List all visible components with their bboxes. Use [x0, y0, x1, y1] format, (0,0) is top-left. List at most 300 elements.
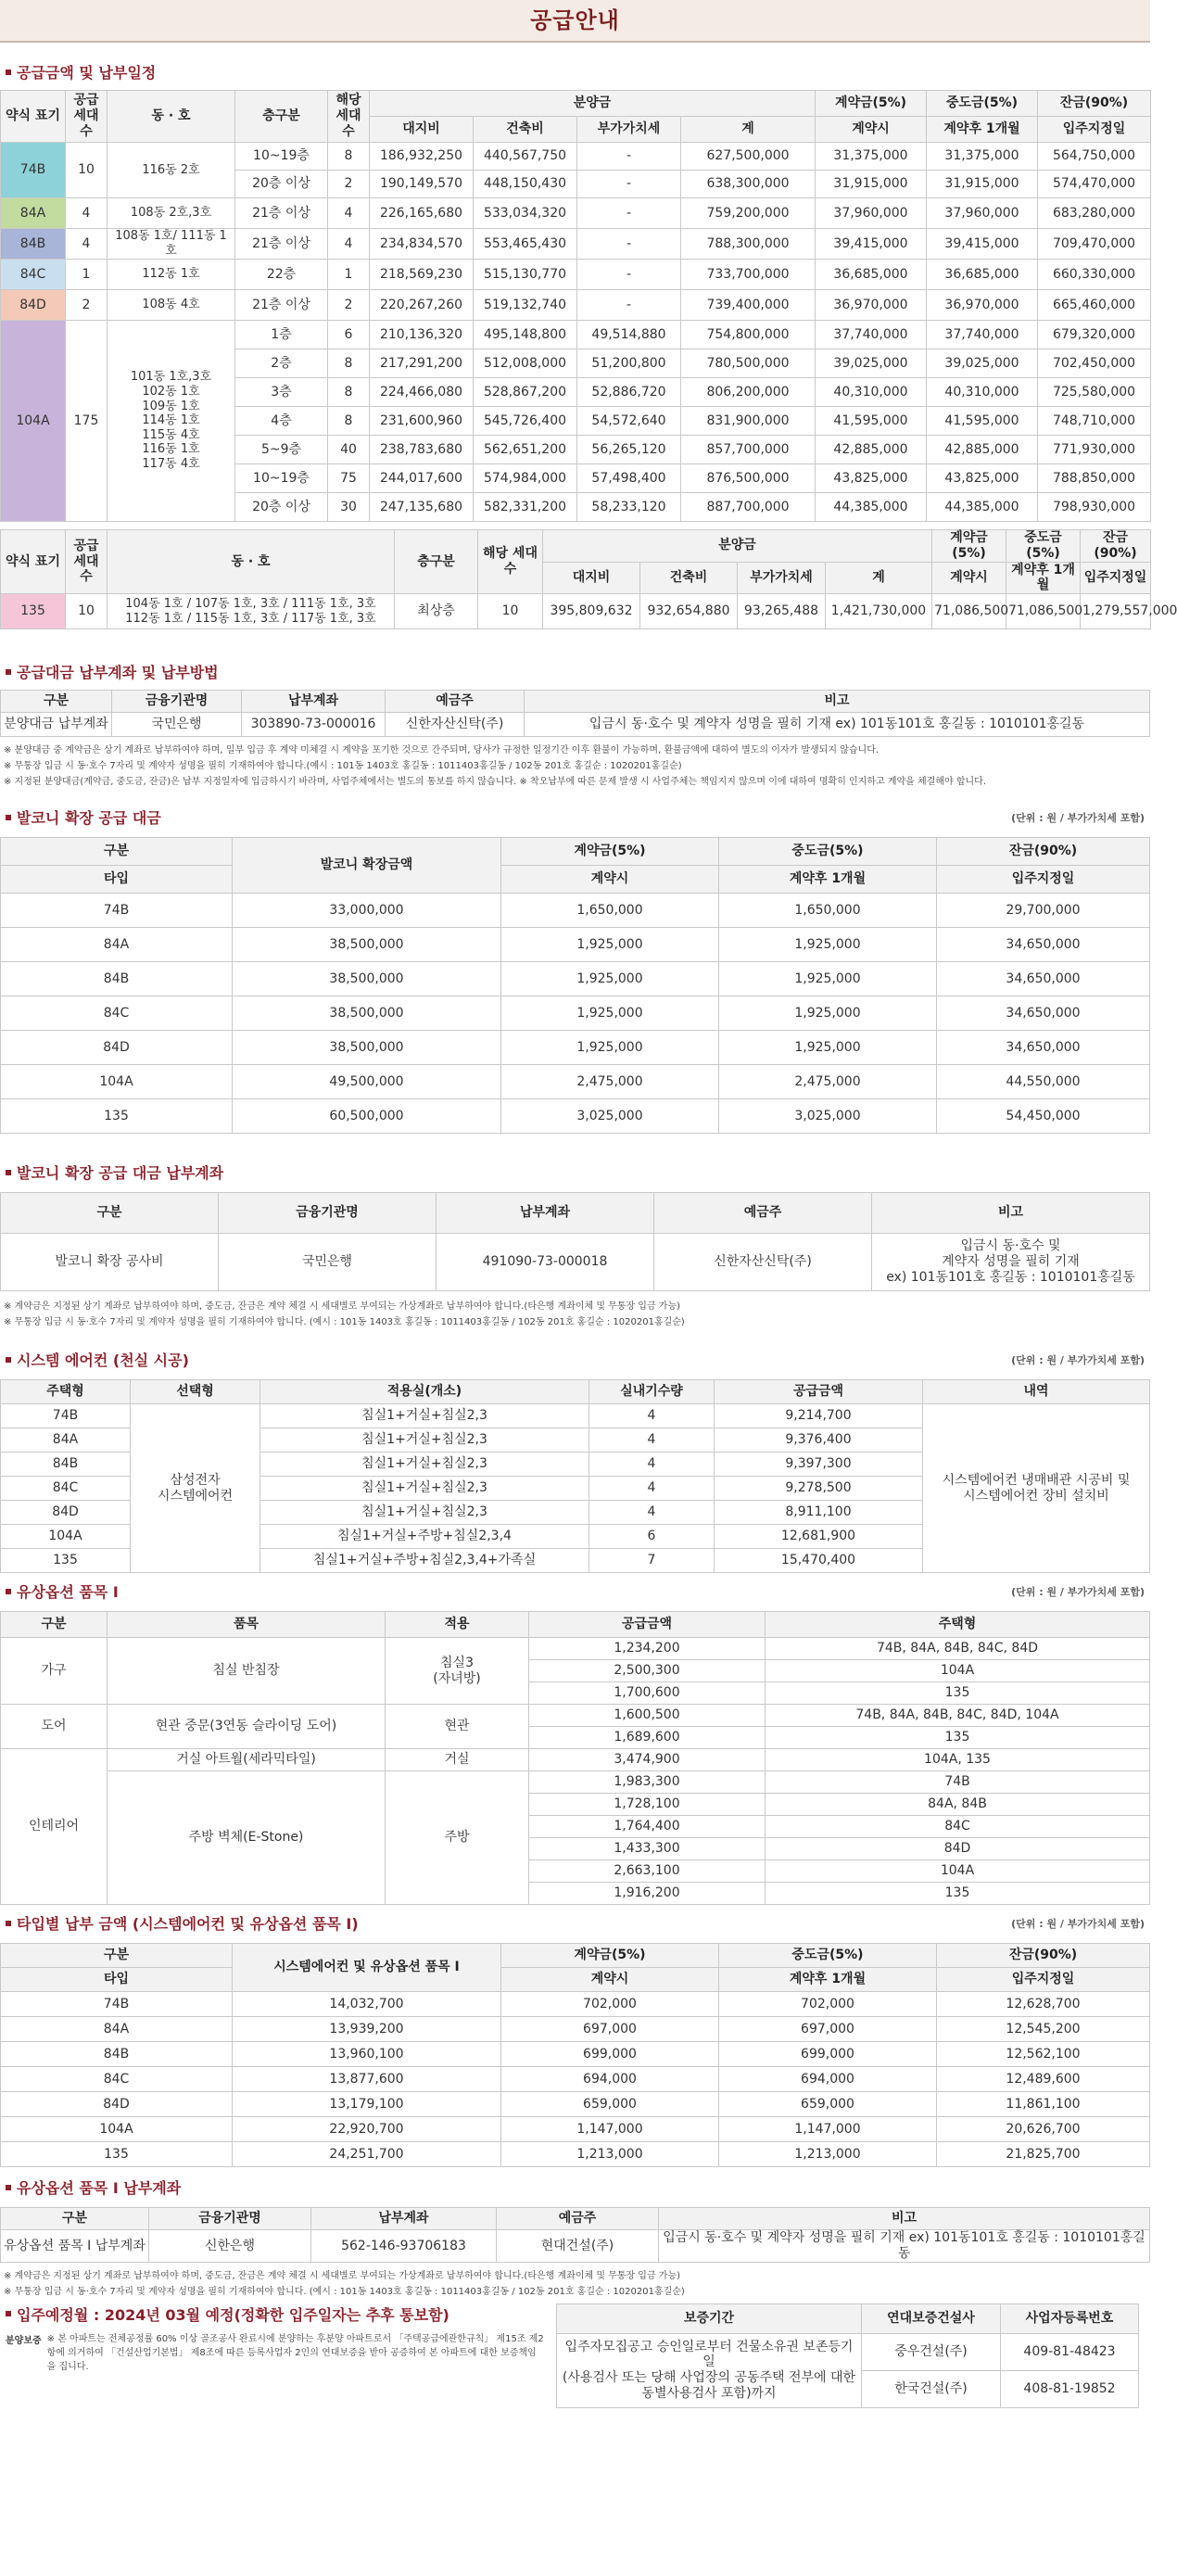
table-cell: 4 [328, 229, 370, 260]
table-cell: 39,415,000 [927, 229, 1038, 260]
table-header-cell: 건축비 [640, 562, 738, 594]
table-cell: 8 [328, 378, 370, 407]
supply-price-table [0, 90, 1151, 522]
table-cell: 71,086,500 [1006, 594, 1081, 629]
section-heading: 공급대금 납부계좌 및 납부방법 [0, 661, 1150, 682]
table-header-cell: 연대보증건설사 [862, 2303, 1001, 2333]
table-cell: 748,710,000 [1038, 407, 1151, 436]
table-cell: 8 [328, 143, 370, 171]
table-row [1, 1031, 1150, 1065]
table-cell: 226,165,680 [370, 198, 474, 229]
table-cell: - [577, 290, 681, 321]
table-cell: 36,970,000 [816, 290, 927, 321]
table-cell: 1층 [235, 321, 328, 349]
table-cell: 754,800,000 [681, 321, 816, 349]
table-cell: 84A [1, 1428, 131, 1453]
table-cell: 84A [1, 2017, 233, 2042]
table-header-cell: 납부계좌 [311, 2208, 497, 2230]
table-header-cell: 납부계좌 [437, 1193, 654, 1234]
table-cell: 2 [328, 171, 370, 198]
table-header-cell: 입주지정일 [937, 1968, 1150, 1992]
table-cell: 14,032,700 [233, 1992, 501, 2017]
table-header-cell: 입주지정일 [1081, 562, 1151, 594]
table-cell: 42,885,000 [927, 436, 1038, 464]
table-cell: 408-81-19852 [1001, 2370, 1139, 2407]
table-cell: 43,825,000 [816, 464, 927, 493]
table-cell: 13,179,100 [233, 2092, 501, 2117]
table-cell: 702,000 [501, 1992, 719, 2017]
table-cell: 1,234,200 [529, 1638, 766, 1660]
table-cell: 20,626,700 [937, 2117, 1150, 2142]
table-cell: 74B [1, 1404, 131, 1428]
table-cell: 침실1+거실+침실2,3 [260, 1501, 589, 1525]
table-cell: 84D [766, 1838, 1150, 1860]
table-cell: 528,867,200 [474, 378, 577, 407]
table-cell: 515,130,770 [474, 260, 577, 290]
table-cell: 34,650,000 [937, 996, 1150, 1031]
table-cell: 33,000,000 [233, 894, 501, 928]
table-cell: 659,000 [501, 2092, 719, 2117]
table-cell: 84C [1, 996, 233, 1031]
table-cell: 가구 [1, 1638, 108, 1705]
balcony-account-section: 발코니 확장 공급 대금 납부계좌 구분 금융기관명 납부계좌 예금주 비고 발코니 확장 공사비 국민은행 491090-73-000018 신한자산신탁(주) 입금시 동·호수 및 계약자 성명을 필히 기재 ex) 101동101호 홍길동 : 1010101홍길동 ※ 계약금은 지정된 상기 계좌로 납부하여야 하며, 중도금, 잔금은 계약 체결 시 세대별로 부여되는 가상계좌로 납부하여야 합니다.(타은행 계좌이체 및 무통장 입금 가능) ※ 무통장 입금 시 동·호수 7자리 및 계약자 성명을 필히 기재하여야 합니다. (예시 : 101동 1403호 홍길동 : 1011403홍길동 / 102동 201호 홍길순 : 1020201홍길순) [0, 1161, 1150, 1330]
table-cell: 4층 [235, 407, 328, 436]
table-cell: 709,470,000 [1038, 229, 1151, 260]
table-header-cell: 공급 세대수 [66, 91, 108, 143]
table-header-cell: 공급금액 [715, 1380, 923, 1404]
table-cell: 43,825,000 [927, 464, 1038, 493]
table-cell: 신한자산신탁(주) [386, 713, 525, 737]
table-cell: 6 [328, 321, 370, 349]
table-cell: 574,470,000 [1038, 171, 1151, 198]
table-header-cell: 잔금(90%) [1038, 91, 1151, 117]
section-heading: 시스템 에어컨 (천실 시공) (단위 : 원 / 부가가치세 포함) [0, 1349, 1150, 1370]
table-cell: 도어 [1, 1705, 108, 1749]
table-cell: 36,970,000 [927, 290, 1038, 321]
table-header-cell: 공급 세대수 [66, 530, 108, 594]
table-cell: 303890-73-000016 [242, 713, 386, 737]
section-heading: 공급금액 및 납부일정 [0, 61, 1150, 82]
table-cell: 56,265,120 [577, 436, 681, 464]
table-cell: 1,600,500 [529, 1705, 766, 1727]
bullet-icon [6, 1589, 11, 1594]
table-cell: 545,726,400 [474, 407, 577, 436]
bullet-icon [6, 70, 11, 75]
table-cell: 135 [766, 1727, 1150, 1749]
balcony-price-table [0, 837, 1150, 1134]
table-cell: 1,700,600 [529, 1682, 766, 1705]
table-header-cell: 대지비 [543, 562, 640, 594]
table-cell: 1,213,000 [501, 2142, 719, 2167]
table-cell: 31,915,000 [816, 171, 927, 198]
table-row [1, 1065, 1150, 1099]
table-header-cell: 계약금(5%) [501, 1944, 719, 1968]
table-cell: 1,433,300 [529, 1838, 766, 1860]
section-heading: 유상옵션 품목 Ⅰ (단위 : 원 / 부가가치세 포함) [0, 1580, 1150, 1602]
table-header-cell: 구분 [1, 838, 233, 866]
table-header-cell: 적용 [386, 1612, 529, 1638]
table-cell: 694,000 [719, 2067, 937, 2092]
table-header-cell: 중도금(5%) [1006, 530, 1081, 563]
table-cell: 2,500,300 [529, 1660, 766, 1682]
table-cell: 2 [66, 290, 108, 321]
table-header-cell: 계약시 [501, 866, 719, 894]
table-cell: 51,200,800 [577, 349, 681, 378]
table-row [1, 321, 1151, 349]
table-cell: 71,086,500 [932, 594, 1006, 629]
table-cell: 4 [589, 1477, 715, 1501]
table-cell: 84A [1, 198, 66, 229]
table-cell: 2,475,000 [501, 1065, 719, 1099]
table-row [1, 2042, 1150, 2067]
table-cell: 4 [589, 1453, 715, 1477]
table-header-cell: 계약시 [816, 117, 927, 143]
table-cell: 1,925,000 [719, 928, 937, 962]
table-row [1, 2142, 1150, 2167]
payment-account-table [0, 690, 1150, 737]
table-cell: 최상층 [395, 594, 478, 629]
table-header-cell: 비고 [872, 1193, 1150, 1234]
bullet-icon [6, 1170, 11, 1175]
table-cell: 6 [589, 1525, 715, 1549]
table-cell: 10~19층 [235, 464, 328, 493]
table-row [1, 2017, 1150, 2042]
table-cell: 22층 [235, 260, 328, 290]
table-header-cell: 약식 표기 [1, 530, 66, 594]
table-header-cell: 동 · 호 [108, 530, 395, 594]
table-cell: 거실 아트월(세라믹타일) [108, 1749, 386, 1771]
table-cell: 84A [1, 928, 233, 962]
table-header-cell: 동 · 호 [108, 91, 235, 143]
table-header-cell: 주택형 [766, 1612, 1150, 1638]
table-header-cell: 적용실(개소) [260, 1380, 589, 1404]
table-row [1, 962, 1150, 996]
table-cell: 84B [1, 1453, 131, 1477]
table-row [1, 996, 1150, 1031]
table-header-cell: 분양금 [370, 91, 816, 117]
table-cell: 104A [1, 1525, 131, 1549]
table-cell: 562,651,200 [474, 436, 577, 464]
table-cell: 1,916,200 [529, 1883, 766, 1905]
table-row [1, 198, 1151, 229]
table-cell: 104A, 135 [766, 1749, 1150, 1771]
option-account-table [0, 2207, 1150, 2263]
table-cell: 39,025,000 [927, 349, 1038, 378]
table-row [1, 229, 1151, 260]
table-cell: 2층 [235, 349, 328, 378]
table-cell: 신한자산신탁(주) [654, 1234, 872, 1291]
table-header-cell: 주택형 [1, 1380, 131, 1404]
table-cell: 244,017,600 [370, 464, 474, 493]
table-header-cell: 잔금(90%) [1081, 530, 1151, 563]
table-cell: 3층 [235, 378, 328, 407]
table-cell: 31,915,000 [927, 171, 1038, 198]
table-cell: 3,474,900 [529, 1749, 766, 1771]
table-header-cell: 금융기관명 [219, 1193, 437, 1234]
table-cell: 582,331,200 [474, 493, 577, 522]
table-cell: 932,654,880 [640, 594, 738, 629]
table-header-cell: 부가가치세 [577, 117, 681, 143]
guarantee-label: 분양보증 [6, 2335, 42, 2346]
table-cell: 101동 1호,3호 102동 1호 109동 1호 114동 1호 115동 4호 116동 1호 117동 4호 [108, 321, 235, 522]
table-cell: 분양대금 납부계좌 [1, 713, 112, 737]
table-cell: 인테리어 [1, 1749, 108, 1905]
table-cell: 74B, 84A, 84B, 84C, 84D, 104A [766, 1705, 1150, 1727]
table-cell: 40 [328, 436, 370, 464]
table-header-cell: 사업자등록번호 [1001, 2303, 1139, 2333]
table-cell: 37,740,000 [816, 321, 927, 349]
table-cell: - [577, 229, 681, 260]
table-cell: 679,320,000 [1038, 321, 1151, 349]
table-cell: 788,300,000 [681, 229, 816, 260]
table-cell: 84D [1, 1031, 233, 1065]
type-payment-section [0, 1912, 1150, 2167]
bullet-icon [6, 1921, 11, 1926]
table-cell: 30 [328, 493, 370, 522]
table-cell: 삼성전자 시스템에어컨 [131, 1404, 260, 1573]
table-header-cell: 계약후 1개월 [719, 866, 937, 894]
table-cell: 1 [328, 260, 370, 290]
table-cell: 38,500,000 [233, 962, 501, 996]
table-header-cell: 타입 [1, 1968, 233, 1992]
table-cell: 84C [1, 1477, 131, 1501]
table-cell: 135 [1, 2142, 233, 2167]
table-header-cell: 납부계좌 [242, 691, 386, 713]
table-header-cell: 중도금(5%) [719, 1944, 937, 1968]
table-cell: 697,000 [501, 2017, 719, 2042]
aircon-table [0, 1379, 1150, 1573]
table-cell: 627,500,000 [681, 143, 816, 171]
table-header-cell: 발코니 확장금액 [233, 838, 501, 894]
table-row [1, 1099, 1150, 1134]
table-cell: 1,925,000 [719, 996, 937, 1031]
section-heading: 유상옵션 품목 Ⅰ 납부계좌 [0, 2176, 1150, 2198]
table-header-cell: 타입 [1, 866, 233, 894]
table-header-cell: 대지비 [370, 117, 474, 143]
table-cell: 562-146-93706183 [311, 2230, 497, 2263]
table-cell: 74B [1, 143, 66, 198]
table-header-cell: 예금주 [654, 1193, 872, 1234]
table-header-cell: 계약금(5%) [501, 838, 719, 866]
table-header-cell: 해당 세대수 [478, 530, 543, 594]
table-cell: 4 [589, 1428, 715, 1453]
table-cell: 37,960,000 [927, 198, 1038, 229]
table-cell: 입금시 동·호수 및 계약자 성명을 필히 기재 ex) 101동101호 홍길동 : 1010101홍길동 [659, 2230, 1150, 2263]
table-row [1, 2092, 1150, 2117]
table-cell: 4 [589, 1501, 715, 1525]
table-row [1, 894, 1150, 928]
table-cell: 34,650,000 [937, 1031, 1150, 1065]
table-cell: 중우건설(주) [862, 2333, 1001, 2370]
table-cell: 22,920,700 [233, 2117, 501, 2142]
table-cell: 21,825,700 [937, 2142, 1150, 2167]
table-cell: 9,278,500 [715, 1477, 923, 1501]
table-cell: 15,470,400 [715, 1549, 923, 1573]
table-cell: 93,265,488 [738, 594, 826, 629]
table-cell: 2 [328, 290, 370, 321]
table-cell: 739,400,000 [681, 290, 816, 321]
table-row [1, 2117, 1150, 2142]
table-cell: 12,628,700 [937, 1992, 1150, 2017]
table-cell: 입금시 동·호수 및 계약자 성명을 필히 기재 ex) 101동101호 홍길동 : 1010101홍길동 [525, 713, 1150, 737]
table-cell: 108동 2호,3호 [108, 198, 235, 229]
table-header-cell: 해당 세대수 [328, 91, 370, 143]
table-cell: 659,000 [719, 2092, 937, 2117]
option-account-section: 유상옵션 품목 Ⅰ 납부계좌 구분 금융기관명 납부계좌 예금주 비고 유상옵션 품목 Ⅰ 납부계좌 신한은행 562-146-93706183 현대건설(주) 입금시 동·호수 및 계약자 성명을 필히 기재 ex) 101동101호 홍길동 : 1010101홍길동 ※ 계약금은 지정된 상기 계좌로 납부하여야 하며, 중도금, 잔금은 계약 체결 시 세대별로 부여되는 가상계좌로 납부하여야 합니다.(타은행 계좌이체 및 무통장 입금 가능) ※ 무통장 입금 시 동·호수 7자리 및 계약자 성명을 필히 기재하여야 합니다. (예시 : 101동 1403호 홍길동 : 1011403홍길동 / 102동 201호 홍길순 : 1020201홍길순) [0, 2176, 1150, 2300]
table-cell: 1,421,730,000 [826, 594, 932, 629]
table-cell: 7 [589, 1549, 715, 1573]
table-cell: 31,375,000 [816, 143, 927, 171]
table-cell: 683,280,000 [1038, 198, 1151, 229]
table-cell: 10 [478, 594, 543, 629]
table-cell: 1,650,000 [501, 894, 719, 928]
table-header-cell: 구분 [1, 691, 112, 713]
table-cell: 8 [328, 349, 370, 378]
table-cell: 74B [1, 1992, 233, 2017]
table-cell: 침실1+거실+주방+침실2,3,4+가족실 [260, 1549, 589, 1573]
payment-account-section: 공급대금 납부계좌 및 납부방법 구분 금융기관명 납부계좌 예금주 비고 분양대금 납부계좌 국민은행 303890-73-000016 신한자산신탁(주) 입금시 동·호수 및 계약자 성명을 필히 기재 ex) 101동101호 홍길동 : 1010101홍길동 ※ 분양대금 중 계약금은 상기 계좌로 납부하여야 하며, 일부 입금 후 계약 미체결 시 계약을 포기한 것으로 간주되며, 당사가 규정한 일정기간 이후 환불이 가능하며, 환불금액에 대하여 별도의 이자가 발생되지 않습니다. ※ 무통장 입금 시 동·호수 7자리 및 계약자 성명을 필히 기재하여야 합니다.(예시 : 101동 1403호 홍길동 : 1011403홍길동 / 102동 201호 홍길순 : 1020201홍길순) ※ 지정된 분양대금(계약금, 중도금, 잔금)은 납부 지정일자에 입금하시기 바라며, 사업주체에서는 별도의 통보를 하지 않습니다. ※ 착오납부에 따른 문제 발생 시 사업주체는 책임지지 않으며 이에 대하여 명확히 인지하고 계약을 체결해야 합니다. [0, 661, 1150, 790]
table-cell: 84D [1, 1501, 131, 1525]
bullet-icon [6, 2185, 11, 2190]
table-cell: 1,925,000 [719, 962, 937, 996]
table-cell: 21층 이상 [235, 198, 328, 229]
table-cell: 519,132,740 [474, 290, 577, 321]
bullet-icon [6, 669, 11, 675]
bullet-icon [6, 1357, 11, 1363]
table-cell: 759,200,000 [681, 198, 816, 229]
table-cell: 247,135,680 [370, 493, 474, 522]
table-header-cell: 구분 [1, 1193, 219, 1234]
table-cell: 788,850,000 [1038, 464, 1151, 493]
table-cell: 218,569,230 [370, 260, 474, 290]
table-cell: 52,886,720 [577, 378, 681, 407]
table-header-cell: 분양금 [543, 530, 932, 563]
table-cell: 876,500,000 [681, 464, 816, 493]
table-cell: - [577, 198, 681, 229]
table-cell: 31,375,000 [927, 143, 1038, 171]
table-cell: 224,466,080 [370, 378, 474, 407]
table-cell: 186,932,250 [370, 143, 474, 171]
table-cell: 108동 1호/ 111동 1호 [108, 229, 235, 260]
table-cell: 74B, 84A, 84B, 84C, 84D [766, 1638, 1150, 1660]
table-cell: 4 [328, 198, 370, 229]
table-header-cell: 계약후 1개월 [719, 1968, 937, 1992]
table-cell: - [577, 260, 681, 290]
move-in-guarantee-section [0, 2303, 1150, 2408]
table-cell: 49,500,000 [233, 1065, 501, 1099]
table-header-cell: 금융기관명 [112, 691, 242, 713]
table-cell: 104A [1, 2117, 233, 2142]
table-cell: 665,460,000 [1038, 290, 1151, 321]
table-cell: 694,000 [501, 2067, 719, 2092]
table-header-cell: 내역 [923, 1380, 1150, 1404]
supply-price-table-135 [0, 529, 1177, 629]
table-cell: 2,663,100 [529, 1860, 766, 1883]
table-cell: 217,291,200 [370, 349, 474, 378]
table-cell: 887,700,000 [681, 493, 816, 522]
table-cell: 37,960,000 [816, 198, 927, 229]
table-cell: 135 [766, 1682, 1150, 1705]
table-row [1, 143, 1151, 171]
table-cell: 13,960,100 [233, 2042, 501, 2067]
table-cell: 104A [766, 1860, 1150, 1883]
table-header-cell: 실내기수량 [589, 1380, 715, 1404]
table-cell: 1,764,400 [529, 1816, 766, 1838]
table-row [1, 260, 1151, 290]
bullet-icon [6, 2311, 11, 2316]
table-cell: 신한은행 [149, 2230, 311, 2263]
table-cell: 220,267,260 [370, 290, 474, 321]
table-cell: 10 [66, 143, 108, 198]
table-cell: 38,500,000 [233, 996, 501, 1031]
table-cell: 702,450,000 [1038, 349, 1151, 378]
table-header-cell: 입주지정일 [937, 866, 1150, 894]
table-header-cell: 구분 [1, 2208, 149, 2230]
table-header-cell: 금융기관명 [149, 2208, 311, 2230]
table-cell: 780,500,000 [681, 349, 816, 378]
table-cell: - [577, 143, 681, 171]
table-cell: 84D [1, 290, 66, 321]
table-cell: 702,000 [719, 1992, 937, 2017]
table-cell: 침실 반침장 [108, 1638, 386, 1705]
table-cell: 553,465,430 [474, 229, 577, 260]
table-cell: 116동 2호 [108, 143, 235, 198]
table-header-cell: 예금주 [386, 691, 525, 713]
table-cell: 침실1+거실+침실2,3 [260, 1477, 589, 1501]
table-cell: 58,233,120 [577, 493, 681, 522]
table-header-cell: 잔금(90%) [937, 1944, 1150, 1968]
table-header-cell: 중도금(5%) [927, 91, 1038, 117]
table-cell: 한국건설(주) [862, 2370, 1001, 2407]
table-header-cell: 층구분 [235, 91, 328, 143]
table-header-cell: 층구분 [395, 530, 478, 594]
table-cell: 60,500,000 [233, 1099, 501, 1134]
table-cell: 1,213,000 [719, 2142, 937, 2167]
table-cell: 침실1+거실+주방+침실2,3,4 [260, 1525, 589, 1549]
table-cell: 831,900,000 [681, 407, 816, 436]
table-cell: 84C [1, 260, 66, 290]
page-title: 공급안내 [0, 0, 1150, 43]
table-cell: 국민은행 [219, 1234, 437, 1291]
aircon-section [0, 1349, 1150, 1573]
table-cell: 36,685,000 [816, 260, 927, 290]
table-header-cell: 계 [681, 117, 816, 143]
table-row [1, 290, 1151, 321]
table-cell: 2,475,000 [719, 1065, 937, 1099]
table-cell: 84B [1, 2042, 233, 2067]
guarantee-table [556, 2303, 1139, 2408]
table-cell: 234,834,570 [370, 229, 474, 260]
table-cell: 638,300,000 [681, 171, 816, 198]
table-header-cell: 계약후 1개월 [927, 117, 1038, 143]
table-cell: 8,911,100 [715, 1501, 923, 1525]
table-header-cell: 시스템에어컨 및 유상옵션 품목 Ⅰ [233, 1944, 501, 1992]
table-cell: 857,700,000 [681, 436, 816, 464]
table-cell: 침실1+거실+침실2,3 [260, 1428, 589, 1453]
table-cell: 49,514,880 [577, 321, 681, 349]
table-cell: 84D [1, 2092, 233, 2117]
table-cell: 733,700,000 [681, 260, 816, 290]
table-cell: 491090-73-000018 [437, 1234, 654, 1291]
table-cell: 84B [1, 962, 233, 996]
table-header-cell: 구분 [1, 1944, 233, 1968]
table-cell: 39,025,000 [816, 349, 927, 378]
option-section [0, 1580, 1150, 1905]
table-cell: 512,008,000 [474, 349, 577, 378]
table-cell: 11,861,100 [937, 2092, 1150, 2117]
table-cell: 9,397,300 [715, 1453, 923, 1477]
table-row [1, 1404, 1150, 1428]
